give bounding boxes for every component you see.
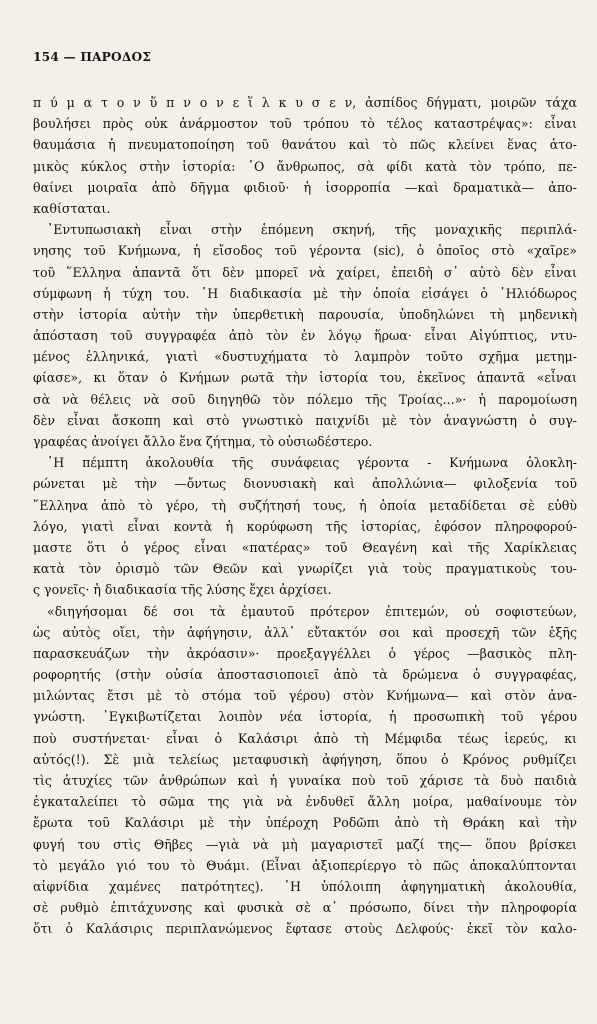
text-line: γνώστη. ᾿Εγκιβωτίζεται λοιπὸν νέα ἱστορία, ἡ προσωπικὴ τοῦ γέρου <box>33 709 577 725</box>
text-line: μένος ἑλληνικά, γιατὶ «δυστυχήματα τὸ λαμπρὸν τοῦτο σχῆμα μετημ- <box>33 349 577 365</box>
text-line: αἰφνίδια χαμένες πατρότητες). ῾Η ὑπόλοιπη ἀφηγηματικὴ ἀκολουθία, <box>33 878 577 894</box>
text-line: μαστε ὅτι ὁ γέρος εἶναι «πατέρας» τοῦ Θεαγένη καὶ τῆς Χαρίκλειας <box>33 539 577 555</box>
text-line: γραφέας ἀνοίγει ἄλλο ἕνα ζήτημα, τὸ οὐσιωδέστερο. <box>33 434 373 449</box>
text-line: ἔρωτα τοῦ Καλάσιρι μὲ τὴν ὑπέροχη Ροδῶπι ἀπὸ τὴ Θράκη καὶ τὴν <box>33 815 577 831</box>
text-line: λόγο, γιατὶ εἶναι κοντὰ ἡ κορύφωση τῆς ἱστορίας, ἐφόσον πληροφορού- <box>33 518 577 534</box>
text-line: ὅτι ὁ Καλάσιρις περιπλανώμενος ἔφτασε στοὺς Δελφούς· ἐκεῖ τὸν καλο- <box>33 921 577 937</box>
text-line: ἐγκαταλείπει τὸ σῶμα της γιὰ νὰ ἐνδυθεῖ ἄλλη μοίρα, μαθαίνουμε τὸν <box>33 794 577 810</box>
text-line: σὰ νὰ θέλεις νὰ σοῦ διηγηθῶ τὸν πόλεμο τῆς Τροίας...»· ἡ παρομοίωση <box>33 391 577 407</box>
text-line: ρώνεται μὲ τὴν —ὄντως διονυσιακὴ καὶ ἀπολλώνια— φιλοξενία τοῦ <box>33 476 577 492</box>
text-line: ποὺ συστήνεται· εἶναι ὁ Καλάσιρι ἀπὸ τὴ Μέμφιδα τέως ἱερεύς, κι <box>33 730 577 746</box>
text-line: ῞Ελληνα ἀπὸ τὸ γέρο, τὴ συζήτησή τους, ἡ ὁποία μεταδίδεται σὲ εὐθὺ <box>33 497 577 513</box>
text-line: ροφορητής (στὴν οὐσία ἀποστασιοποιεῖ ἀπὸ τὰ δρώμενα ὁ συγγραφέας, <box>33 667 577 683</box>
text-line: ῾Η πέμπτη ἀκολουθία τῆς συνάφειας γέροντα - Κνήμωνα ὁλοκλη- <box>47 455 577 471</box>
text-line: τοῦ ῞Ελληνα ἀπαντᾶ ὅτι δὲν μπορεῖ νὰ χαίρει, ἐπειδὴ σ᾿ αὐτὸ δὲν εἶναι <box>33 264 577 280</box>
text-line: φίασε», κι ὅταν ὁ Κνήμων ρωτᾶ τὴν ἱστορία του, ἐκεῖνος ἀπαντᾶ «εἶναι <box>33 370 577 386</box>
text-line: θαίνει μοιραῖα ἀπὸ δῆγμα φιδιοῦ· ἡ ἰσορροπία —καὶ δραματικὰ— ἀπο- <box>33 179 577 195</box>
text-line: ς γονεῖς· ἡ διαδικασία τῆς λύσης ἔχει ἀρχίσει. <box>33 582 332 598</box>
text-line: ᾿Εντυπωσιακὴ εἶναι στὴν ἑπόμενη σκηνή, τῆς μοναχικῆς περιπλά- <box>47 222 577 238</box>
text-line: παρασκευάζων τὴν ἀκρόασιν»· προεξαγγέλλει ὁ γέρος —βασικὸς πλη- <box>33 645 577 661</box>
text-line: ὡς αὐτὸς οἴει, τὴν ἀφήγησιν, ἀλλ᾿ εὔτακτόν σοι καὶ προσεχῆ τῶν ἑξῆς <box>33 624 577 640</box>
page-header: 154 — ΠΑΡΟΔΟΣ <box>33 50 152 64</box>
text-line: τὸ μεγάλο γιό του τὸ Θυάμι. (Εἶναι ἀξιοπερίεργο τὸ πῶς ἀποκαλύπτονται <box>33 857 577 873</box>
text-line: δὲν εἶναι ἄσκοπη καὶ στὸ γνωστικὸ παιχνίδι μὲ τὸν ἀναγνώστη ὁ συγ- <box>33 412 577 428</box>
text-line: σὲ ρυθμὸ ἐπιτάχυνσης καὶ φυσικὰ σὲ α᾿ πρόσωπο, δίνει τὴν πληροφορία <box>33 900 577 916</box>
text-line: μιλώντας ἔτσι μὲ τὸ στόμα τοῦ γέρου) στὸν Κνήμωνα— καὶ στὸν ἀνα- <box>33 688 577 704</box>
text-line: «διηγήσομαι δέ σοι τὰ ἐμαυτοῦ πρότερον ἐπιτεμών, οὐ σοφιστεύων, <box>47 603 577 619</box>
text-line: μικὸς κύκλος στὴν ἱστορία: ῾Ο ἄνθρωπος, σὰ φίδι κατὰ τὸν τρόπο, πε- <box>33 158 577 174</box>
body-text <box>33 92 577 940</box>
text-line: στὴν ἱστορία αὐτὴν τὴν ὑπερθετικὴ παρουσία, ὑποδηλώνει τὴ μηδενικὴ <box>33 306 577 322</box>
text-line: π ύ μ α τ ο ν ὕ π ν ο ν ε ἵ λ κ υ σ ε ν, ἀσπίδος δήγματι, μοιρῶν τάχα <box>33 95 577 110</box>
text-line: καθίσταται. <box>33 200 111 216</box>
text-line: φυγή του στὶς Θῆβες —γιὰ νὰ μὴ μαγαριστεῖ μαζί της— ὅπου βρίσκει <box>33 836 577 852</box>
text-line: αὐτός(!). Σὲ μιὰ τελείως μεταφυσικὴ ἀφήγηση, ὅπου ὁ Κρόνος ρυθμίζει <box>33 751 577 767</box>
text-line: κατὰ τὸν ὁρισμὸ τῶν Θεῶν καὶ γνωρίζει γιὰ τοὺς πραγματικοὺς του- <box>33 561 577 577</box>
text-line: νησης τοῦ Κνήμωνα, ἡ εἴσοδος τοῦ γέροντα (sic), ὁ ὁποῖος στὸ «χαῖρε» <box>33 243 577 259</box>
text-line: τὶς ἀτυχίες τῶν ἀνθρώπων καὶ ἡ γυναίκα ποὺ τοῦ χάρισε τὰ δυὸ παιδιὰ <box>33 773 577 788</box>
text-line: ἀπόσταση τοῦ συγγραφέα ἀπὸ τὸν ἐν λόγῳ ἥρωα· εἶναι Αἰγύπτιος, ντυ- <box>33 328 577 344</box>
text-line: σύμφωνη ἡ τύχη του. ῾Η διαδικασία μὲ τὴν ὁποία εἰσάγει ὁ ῾Ηλιόδωρος <box>33 285 577 301</box>
text-line: βουλήσει πρὸς οὐκ ἀνάρμοστον τοῦ τρόπου τὸ τέλος καταστρέψας»: εἶναι <box>33 116 577 132</box>
text-line: θαυμάσια ἡ πνευματοποίηση τοῦ θανάτου καὶ τὸ πῶς κλείνει ἕνας ἀτο- <box>33 137 577 153</box>
